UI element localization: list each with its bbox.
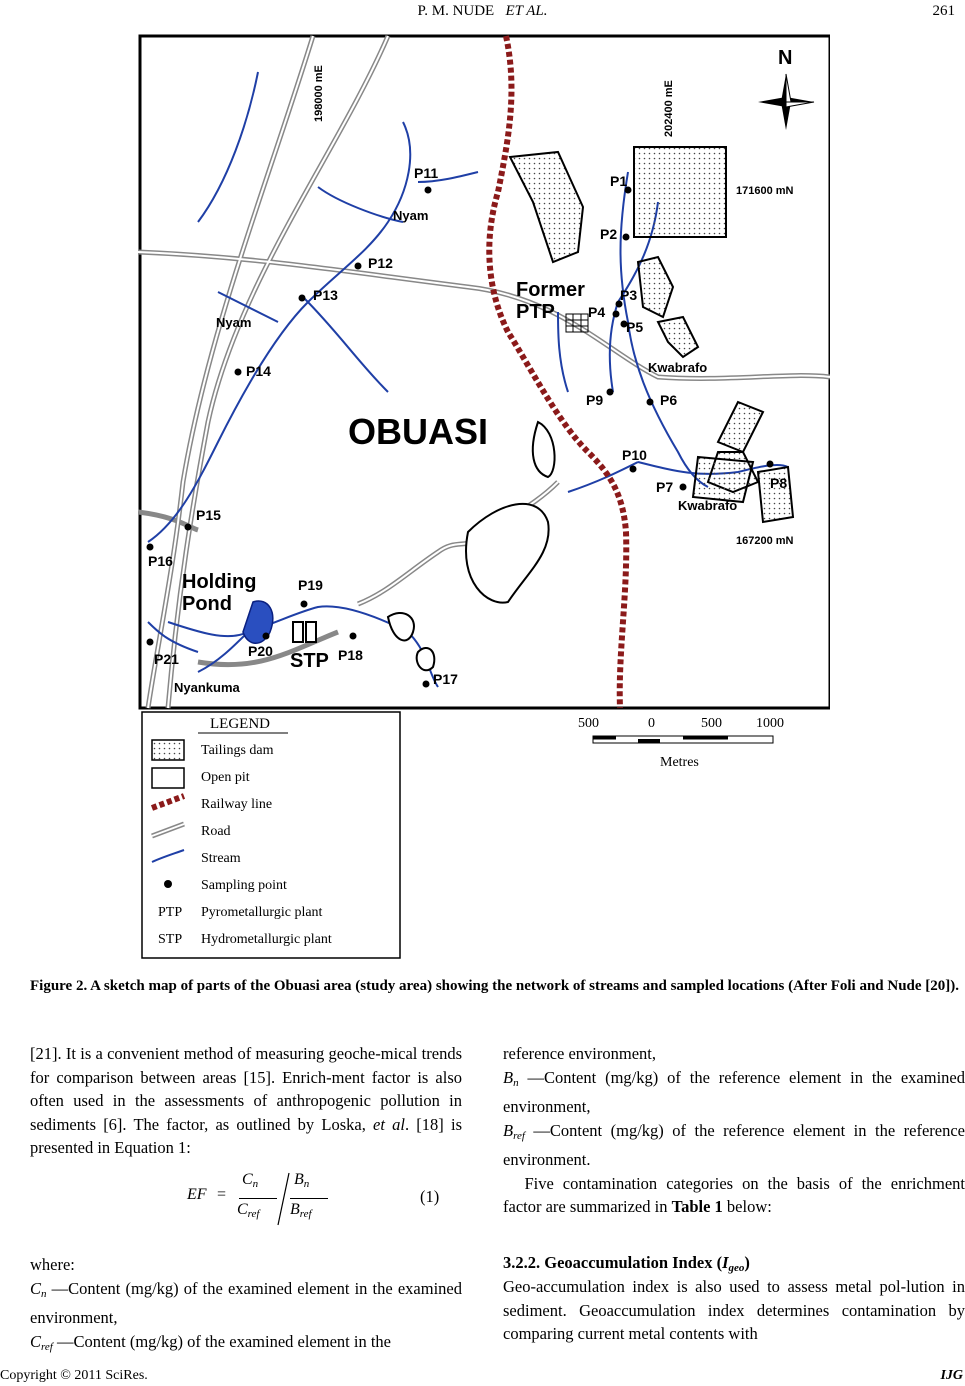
svg-text:P6: P6 xyxy=(660,392,678,408)
svg-text:P3: P3 xyxy=(620,287,638,303)
section-heading: 3.2.2. Geoaccumulation Index $(I_{geo})$ xyxy=(503,1253,750,1274)
svg-text:P8: P8 xyxy=(770,475,788,491)
svg-text:Nyam: Nyam xyxy=(393,208,429,223)
figure-caption: Figure 2. A sketch map of parts of the Obuasi area (study area) showing the network of streams and sampled locations (After Foli and Nude [20]). xyxy=(30,978,960,994)
svg-text:P18: P18 xyxy=(338,647,363,663)
svg-text:P4: P4 xyxy=(588,304,606,320)
svg-text:Hydrometallurgic plant: Hydrometallurgic plant xyxy=(201,932,332,947)
svg-text:P17: P17 xyxy=(433,671,458,687)
northing-label-1: 171600 mN xyxy=(736,185,794,197)
svg-text:Nyankuma: Nyankuma xyxy=(174,680,240,695)
svg-text:500: 500 xyxy=(701,716,722,731)
svg-text:P2: P2 xyxy=(600,226,618,242)
svg-text:PTP: PTP xyxy=(158,905,183,920)
svg-text:P14: P14 xyxy=(246,363,271,379)
equation-number: (1) xyxy=(420,1187,440,1206)
svg-text:P9: P9 xyxy=(586,392,604,408)
map-area-title: OBUASI xyxy=(348,411,489,452)
figure-map xyxy=(138,32,830,960)
svg-text:Road: Road xyxy=(201,824,231,839)
svg-text:STP: STP xyxy=(158,932,183,947)
right-column: reference environment, $B_n$ —Content (mg/kg) of the reference element in the examined environment, $B_{ref}$ —Content (mg/kg) of the reference element in the reference environment. Five contamination categories on the basis of the enrichment factor are summarized in Table 1 below: xyxy=(503,1044,965,1216)
svg-text:P19: P19 xyxy=(298,577,323,593)
svg-text:Kwabrafo: Kwabrafo xyxy=(678,498,738,513)
header-author: P. M. NUDE xyxy=(417,3,495,19)
svg-text:P7: P7 xyxy=(656,479,674,495)
map-frame xyxy=(140,36,830,708)
svg-text:P12: P12 xyxy=(368,255,393,271)
svg-text:P13: P13 xyxy=(313,287,338,303)
svg-text:Pond: Pond xyxy=(182,593,232,615)
svg-text:N: N xyxy=(778,47,793,69)
footer-copyright: Copyright © 2011 SciRes. xyxy=(0,1368,148,1383)
svg-text:Metres: Metres xyxy=(660,755,699,770)
page-number: 261 xyxy=(932,3,955,19)
svg-text:1000: 1000 xyxy=(756,716,784,731)
header-etal: ET AL. xyxy=(505,3,548,19)
svg-text:Tailings dam: Tailings dam xyxy=(201,743,274,758)
left-column-defs: where: $C_n$ —Content (mg/kg) of the examined element in the examined environment, $C_{ref}$ —Content (mg/kg) of the examined element in the xyxy=(30,1255,462,1353)
svg-text:Railway line: Railway line xyxy=(201,797,273,812)
equation-ef: EF = $C_n$ $B_n$ $C_{ref}$ $B_{ref}$ xyxy=(187,1171,347,1227)
svg-text:Pyrometallurgic plant: Pyrometallurgic plant xyxy=(201,905,323,920)
northing-label-2: 167200 mN xyxy=(736,535,794,547)
svg-text:Nyam: Nyam xyxy=(216,315,252,330)
svg-text:Kwabrafo: Kwabrafo xyxy=(648,360,708,375)
svg-text:0: 0 xyxy=(648,716,655,731)
easting-label-2: 202400 mE xyxy=(663,80,675,137)
former-ptp-label: Former xyxy=(516,279,585,301)
paragraph-geoaccumulation: Geo-accumulation index is also used to assess metal pol-lution in sediment. Geoaccumulation index determines contamination by comparing current metal contents with xyxy=(503,1277,965,1343)
svg-text:LEGEND: LEGEND xyxy=(210,716,270,732)
svg-text:P11: P11 xyxy=(414,165,439,181)
running-header xyxy=(0,3,965,20)
svg-text:P5: P5 xyxy=(626,319,644,335)
svg-text:Open pit: Open pit xyxy=(201,770,250,785)
left-column xyxy=(30,1042,462,1160)
scale-bar xyxy=(578,716,784,770)
svg-text:Sampling point: Sampling point xyxy=(201,878,287,893)
svg-text:P20: P20 xyxy=(248,643,273,659)
svg-text:P16: P16 xyxy=(148,553,173,569)
footer-journal: IJG xyxy=(940,1368,963,1383)
svg-text:P10: P10 xyxy=(622,447,647,463)
easting-label-1: 198000 mE xyxy=(313,65,325,122)
stp-label: STP xyxy=(290,650,329,672)
legend xyxy=(142,712,400,958)
paragraph-enrichment: [21]. It is a convenient method of measuring geoche-mical trends for comparison between areas [15]. Enrich-ment factor is also often used in the assessments of anthropogenic pollution in sediments [6]. The factor, as outlined by Loska, et al. [18] is presented in Equation 1: xyxy=(30,1044,463,1157)
svg-text:P15: P15 xyxy=(196,507,221,523)
svg-text:500: 500 xyxy=(578,716,599,731)
svg-text:P1: P1 xyxy=(610,173,628,189)
svg-text:P21: P21 xyxy=(154,651,179,667)
svg-text:PTP: PTP xyxy=(516,301,555,323)
holding-pond-label: Holding xyxy=(182,571,257,593)
svg-text:Stream: Stream xyxy=(201,851,241,866)
